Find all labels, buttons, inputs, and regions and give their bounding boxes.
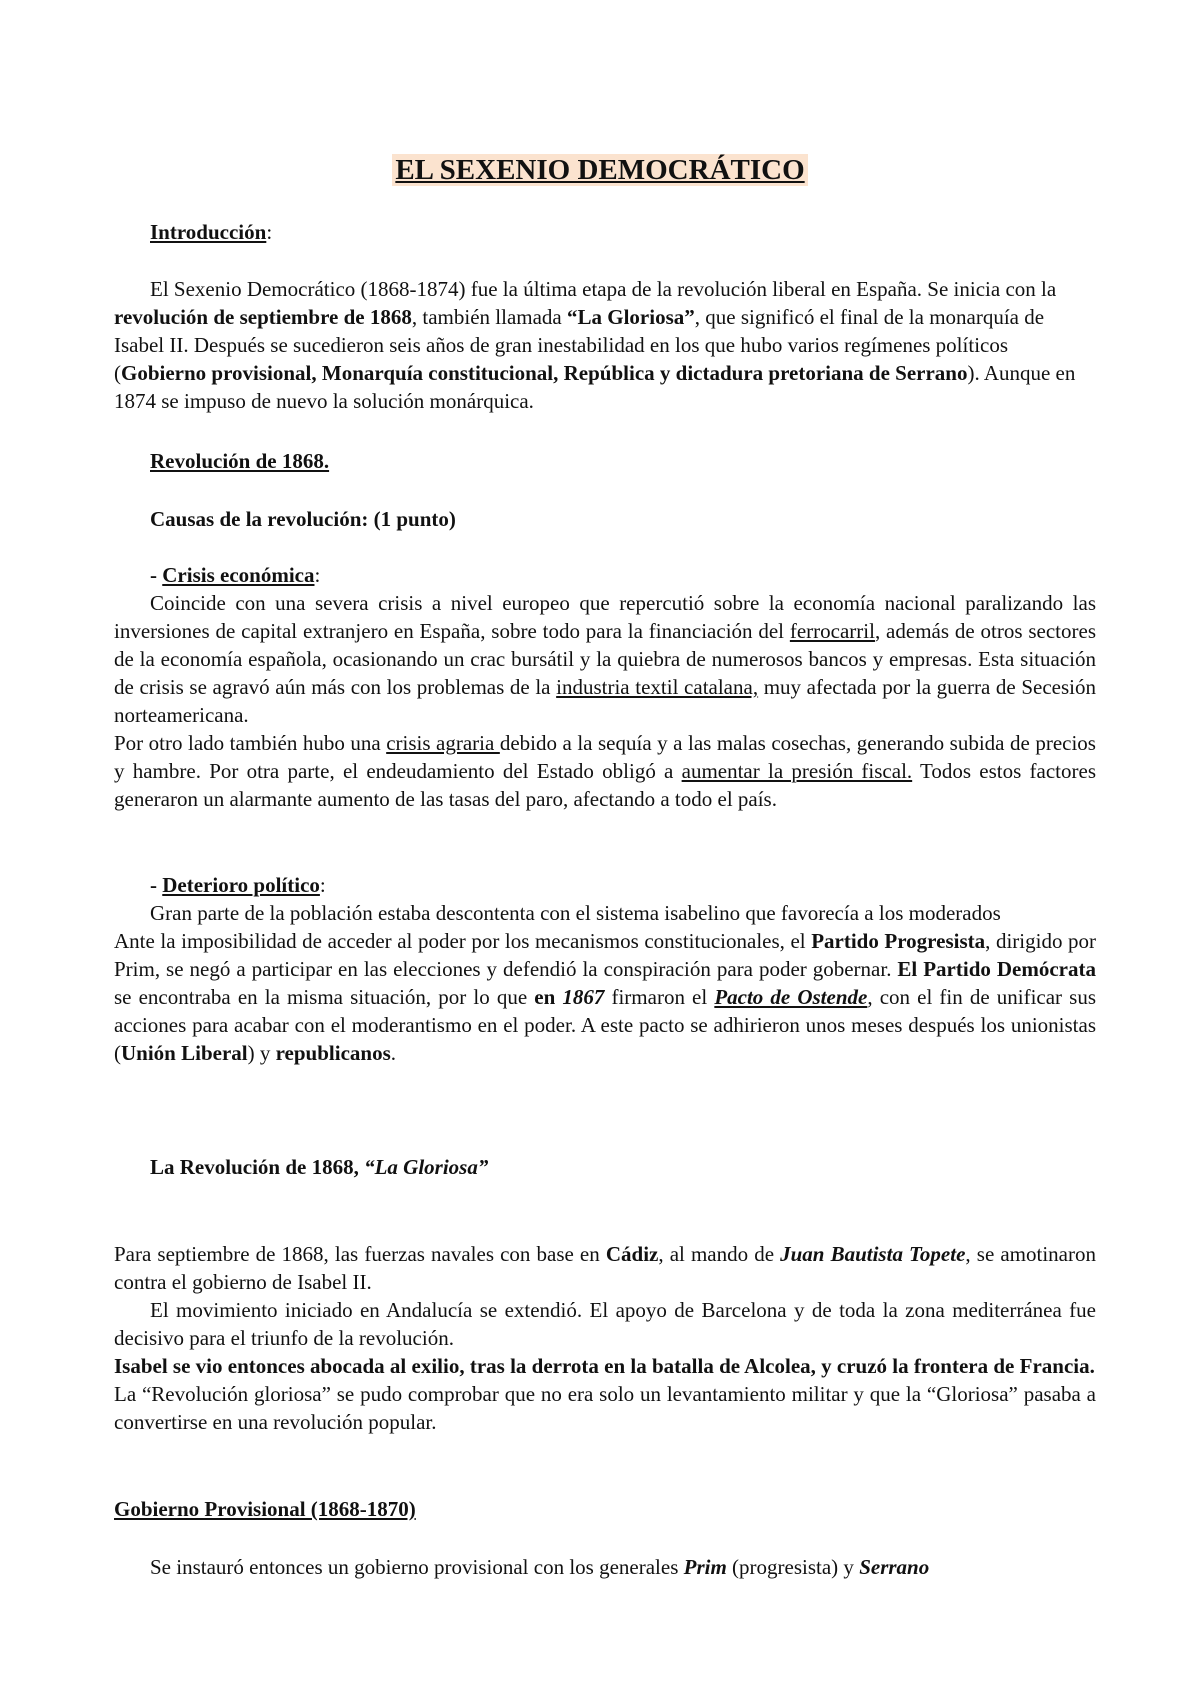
intro-heading: Introducción — [150, 220, 267, 244]
deterioro-heading-line — [114, 871, 1096, 899]
deterioro-colon: : — [319, 873, 326, 897]
gobierno-paragraph — [114, 1553, 1096, 1581]
gobierno-bold-prim: Prim — [683, 1555, 727, 1579]
intro-text-2: , también llamada — [411, 305, 567, 329]
deterioro-text-6: , con el fin de unificar sus acciones para acabar con el moderantismo en el poder. A este pacto se adhirieron unos meses después los unionistas ( — [114, 985, 1097, 1065]
gloriosa-bold-topete: Juan Bautista Topete — [780, 1242, 966, 1266]
gobierno-text-1: Se instauró entonces un gobierno provisional con los generales — [150, 1555, 684, 1579]
gloriosa-heading-line — [114, 1153, 1096, 1181]
rev1868-heading: Revolución de 1868. — [150, 449, 330, 473]
crisis-text-5: debido a la sequía y a las malas cosechas, generando subida de precios y hambre. Por otra parte, el endeudamiento del Estado obligó a — [114, 731, 1096, 783]
gloriosa-heading-italic: “La Gloriosa” — [364, 1155, 489, 1179]
gobierno-heading-line — [114, 1495, 1096, 1523]
gloriosa-text-1: Para septiembre de 1868, las fuerzas navales con base en — [114, 1242, 606, 1266]
intro-paragraph — [114, 275, 1096, 415]
gobierno-heading: Gobierno Provisional (1868-1870) — [114, 1497, 416, 1521]
deterioro-text-2: Ante la imposibilidad de acceder al poder por los mecanismos constitucionales, el — [114, 929, 812, 953]
gloriosa-text-4: El movimiento iniciado en Andalucía se extendió. El apoyo de Barcelona y de toda la zona mediterránea fue decisivo para el triunfo de la revolución. — [114, 1298, 1096, 1350]
crisis-underline-ferrocarril: ferrocarril — [789, 619, 875, 643]
deterioro-text-4: se encontraba en la misma situación, por lo que — [114, 985, 535, 1009]
crisis-text-6: Todos estos factores generaron un alarmante aumento de las tasas del paro, afectando a todo el país. — [114, 759, 1096, 811]
gloriosa-bold-exilio: Isabel se vio entonces abocada al exilio, tras la derrota en la batalla de Alcolea, y cruzó la frontera de Francia. — [114, 1354, 1095, 1378]
gobierno-text-2: (progresista) y — [726, 1555, 860, 1579]
intro-text-1: El Sexenio Democrático (1868-1874) fue la última etapa de la revolución liberal en España. Se inicia con la — [150, 277, 1057, 301]
deterioro-dash: - — [150, 873, 163, 897]
deterioro-bold-union-liberal: Unión Liberal — [121, 1041, 248, 1065]
crisis-paragraph — [114, 589, 1096, 813]
gloriosa-text-3: , se amotinaron contra el gobierno de Isabel II. — [114, 1242, 1096, 1294]
crisis-text-4: Por otro lado también hubo una — [114, 731, 387, 755]
intro-text-3: , que significó el final de la monarquía de Isabel II. Después se sucedieron seis años de gran inestabilidad en los que hubo varios regímenes políticos ( — [114, 305, 1045, 385]
deterioro-paragraph — [114, 899, 1096, 1067]
intro-bold-gloriosa: “La Gloriosa” — [567, 305, 695, 329]
rev1868-heading-line — [114, 447, 1096, 475]
crisis-underline-textil: industria textil catalana, — [556, 675, 759, 699]
gloriosa-paragraphs — [114, 1240, 1096, 1436]
deterioro-text-8: . — [390, 1041, 397, 1065]
crisis-underline-agraria: crisis agraria — [386, 731, 500, 755]
crisis-colon: : — [314, 563, 321, 587]
deterioro-bold-republicanos: republicanos — [275, 1041, 391, 1065]
causes-heading: Causas de la revolución: (1 punto) — [150, 507, 456, 531]
title-text: EL SEXENIO DEMOCRÁTICO — [392, 154, 807, 186]
gloriosa-bold-cadiz: Cádiz — [605, 1242, 659, 1266]
deterioro-heading: Deterioro político — [162, 873, 320, 897]
intro-heading-line — [114, 218, 1096, 246]
deterioro-bold-en: en — [534, 985, 556, 1009]
deterioro-text-3: , dirigido por Prim, se negó a participar en las elecciones y defendió la conspiración para poder gobernar. — [114, 929, 1096, 981]
crisis-text-3: muy afectada por la guerra de Secesión norteamericana. — [114, 675, 1096, 727]
gloriosa-text-5: La “Revolución gloriosa” se pudo comprobar que no era solo un levantamiento militar y que la “Gloriosa” pasaba a convertirse en una revolución popular. — [114, 1382, 1096, 1434]
deterioro-bold-democrata: El Partido Demócrata — [897, 957, 1096, 981]
deterioro-bold-1867: 1867 — [562, 985, 605, 1009]
crisis-text-1: Coincide con una severa crisis a nivel europeo que repercutió sobre la economía nacional paralizando las inversiones de capital extranjero en España, sobre todo para la financiación del — [114, 591, 1096, 643]
gloriosa-heading: La Revolución de 1868, — [150, 1155, 365, 1179]
crisis-text-2: , además de otros sectores de la economía española, ocasionando un crac bursátil y la quiebra de numerosos bancos y empresas. Esta situación de crisis se agravó aún más con los problemas de la — [114, 619, 1096, 699]
intro-text-4: ). Aunque en 1874 se impuso de nuevo la solución monárquica. — [114, 361, 1076, 413]
deterioro-pacto-ostende: Pacto de Ostende — [714, 985, 868, 1009]
gloriosa-text-2: , al mando de — [658, 1242, 781, 1266]
document-title — [0, 152, 1200, 188]
crisis-heading-line — [114, 561, 1096, 589]
causes-heading-line — [114, 505, 1096, 533]
deterioro-bold-progresista: Partido Progresista — [811, 929, 986, 953]
deterioro-text-7: ) y — [247, 1041, 276, 1065]
gobierno-bold-serrano: Serrano — [859, 1555, 930, 1579]
deterioro-text-1: Gran parte de la población estaba descontenta con el sistema isabelino que favorecía a los moderados — [150, 901, 1001, 925]
intro-bold-regimes: Gobierno provisional, Monarquía constitucional, República y dictadura pretoriana de Serrano — [121, 361, 968, 385]
intro-heading-colon: : — [266, 220, 273, 244]
crisis-underline-fiscal: aumentar la presión fiscal. — [681, 759, 913, 783]
intro-bold-revolution: revolución de septiembre de 1868 — [114, 305, 412, 329]
crisis-heading: Crisis económica — [162, 563, 315, 587]
deterioro-text-5: firmaron el — [604, 985, 715, 1009]
crisis-dash: - — [150, 563, 163, 587]
